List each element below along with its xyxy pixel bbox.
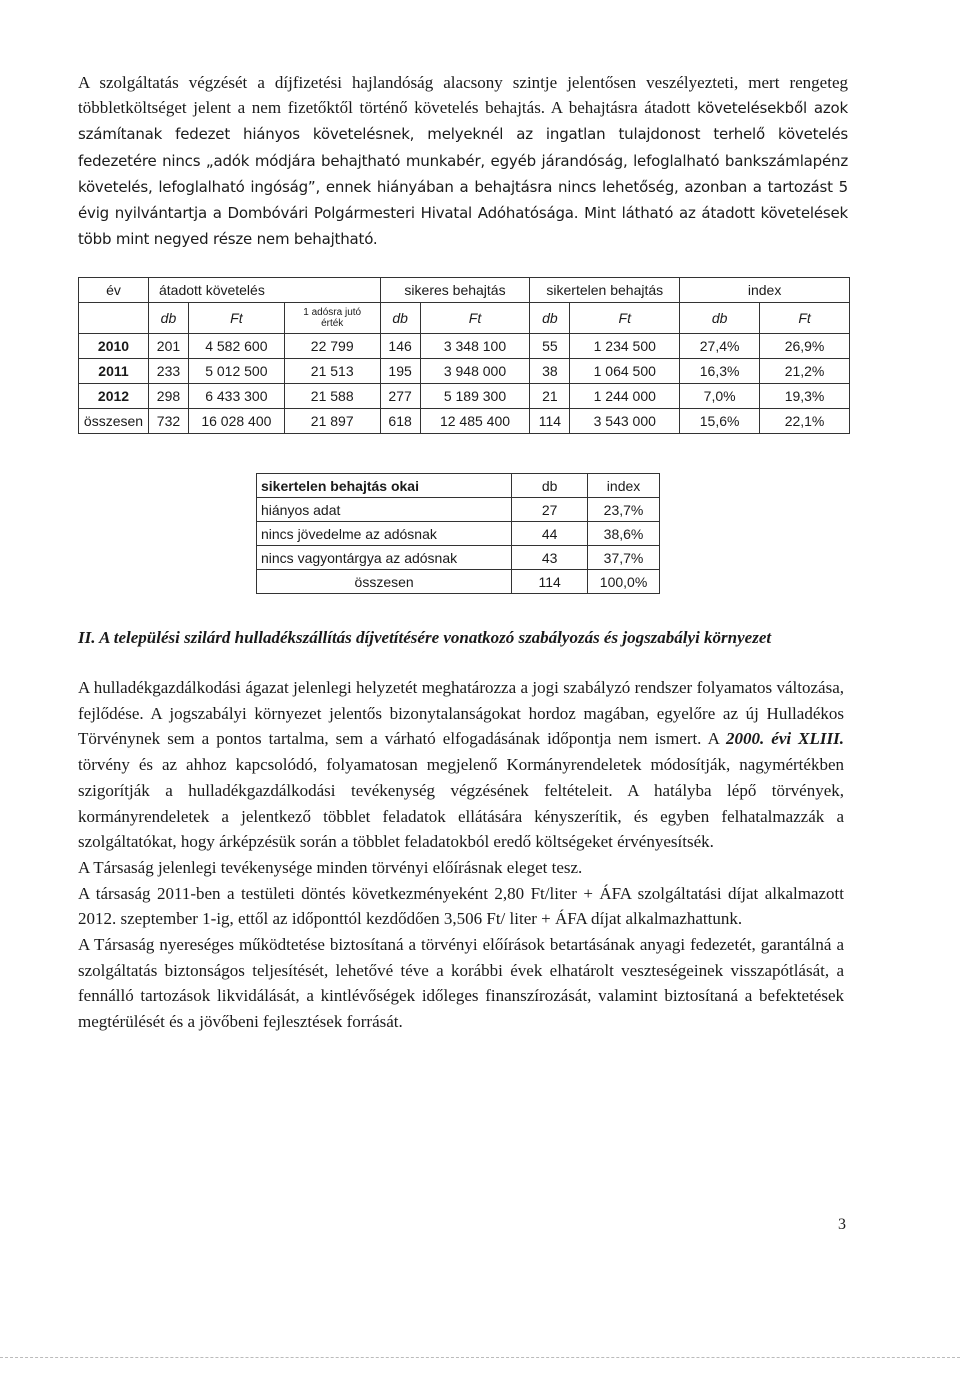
cell-success-ft: 3 948 000	[420, 359, 530, 384]
cell-db: 27	[512, 498, 588, 522]
scan-edge-divider	[0, 1357, 960, 1358]
section-body	[78, 675, 844, 1035]
header-db: db	[512, 474, 588, 498]
cell-index-db: 27,4%	[680, 334, 760, 359]
cell-success-ft: 5 189 300	[420, 384, 530, 409]
header-unsuccessful: sikertelen behajtás	[530, 278, 680, 303]
subheader-db: db	[148, 303, 188, 334]
subheader-success-ft: Ft	[420, 303, 530, 334]
cell-success-ft: 12 485 400	[420, 409, 530, 434]
cell-db: 44	[512, 522, 588, 546]
intro-text-serif: A szolgáltatás végzését a díjfizetési hajlandóság alacsony szintje jelentősen veszélyezteti, mert rengeteg többletköltséget jelent a nem fizetőktől történő követelés behajtás. A behajtásra átadott	[78, 73, 848, 118]
cell-index-db: 7,0%	[680, 384, 760, 409]
table-row	[257, 498, 660, 522]
cell-fail-db: 21	[530, 384, 570, 409]
section-paragraph-2: A Társaság jelenlegi tevékenysége minden törvényi előírásnak eleget tesz.	[78, 857, 583, 877]
header-successful: sikeres behajtás	[380, 278, 530, 303]
section-heading: II. A települési szilárd hulladékszállítás díjvetítésére vonatkozó szabályozás és jogszabályi környezet	[78, 628, 772, 647]
cell-index: 37,7%	[588, 546, 660, 570]
table-row-total	[257, 570, 660, 594]
cell-year: 2010	[79, 334, 149, 359]
table-row	[79, 384, 850, 409]
cell-fail-ft: 1 244 000	[570, 384, 680, 409]
cell-success-db: 146	[380, 334, 420, 359]
cell-year: összesen	[79, 409, 149, 434]
table-row	[79, 359, 850, 384]
cell-fail-db: 114	[530, 409, 570, 434]
table-row	[79, 334, 850, 359]
cell-reason: nincs vagyontárgya az adósnak	[257, 546, 512, 570]
table-row	[257, 546, 660, 570]
cell-index: 23,7%	[588, 498, 660, 522]
subheader-ft: Ft	[188, 303, 284, 334]
p1-part-a: A hulladékgazdálkodási ágazat jelenlegi helyzetét meghatározza a jogi szabályzó rendszer folyamatos változása, fejlődése. A jogszabályi környezet jelentős bizonytalanságokat hordoz magában, egyelőre az új Hulladékos Törvénynek sem a pontos tartalma, sem a várható elfogadásának időpontja nem ismert. A	[78, 678, 844, 749]
cell-per-debtor: 21 588	[284, 384, 380, 409]
per-debtor-line2: érték	[321, 318, 344, 329]
cell-per-debtor: 21 513	[284, 359, 380, 384]
cell-year: 2011	[79, 359, 149, 384]
subheader-index-ft: Ft	[760, 303, 850, 334]
cell-index-db: 16,3%	[680, 359, 760, 384]
cell-index-ft: 19,3%	[760, 384, 850, 409]
cell-ft: 16 028 400	[188, 409, 284, 434]
intro-paragraph	[78, 70, 848, 252]
section-paragraph-4: A Társaság nyereséges működtetése biztosítaná a törvényi előírások betartásának anyagi fedezetét, garantálná a szolgáltatás biztonságos teljesítését, lehetővé téve a korábbi évek elhatárolt veszteségeinek visszapótlását, a fennálló tartozások likvidálását, a kintlévőségek időleges finanszírozását, valamint biztosítaná a befektetések megtérülését és a jövőbeni fejlesztések forrását.	[78, 935, 844, 1032]
debt-collection-table	[78, 277, 850, 434]
subheader-per-debtor	[284, 303, 380, 334]
cell-success-db: 195	[380, 359, 420, 384]
cell-fail-ft: 3 543 000	[570, 409, 680, 434]
cell-index-ft: 21,2%	[760, 359, 850, 384]
per-debtor-line1: 1 adósra jutó	[303, 307, 362, 318]
page-number: 3	[838, 1216, 846, 1233]
cell-index-db: 15,6%	[680, 409, 760, 434]
subheader-fail-db: db	[530, 303, 570, 334]
header-year: év	[79, 278, 149, 303]
cell-index: 38,6%	[588, 522, 660, 546]
table-row-total	[79, 409, 850, 434]
header-reasons: sikertelen behajtás okai	[257, 474, 512, 498]
cell-total-db: 114	[512, 570, 588, 594]
table-row	[257, 522, 660, 546]
cell-ft: 5 012 500	[188, 359, 284, 384]
cell-per-debtor: 21 897	[284, 409, 380, 434]
cell-index-ft: 22,1%	[760, 409, 850, 434]
cell-db: 298	[148, 384, 188, 409]
cell-ft: 6 433 300	[188, 384, 284, 409]
cell-reason: nincs jövedelme az adósnak	[257, 522, 512, 546]
cell-total-index: 100,0%	[588, 570, 660, 594]
failure-reasons-table	[256, 473, 660, 594]
cell-fail-db: 55	[530, 334, 570, 359]
subheader-success-db: db	[380, 303, 420, 334]
cell-db: 732	[148, 409, 188, 434]
cell-success-ft: 3 348 100	[420, 334, 530, 359]
section-paragraph-3: A társaság 2011-ben a testületi döntés következményeként 2,80 Ft/liter + ÁFA szolgáltatási díjat alkalmazott 2012. szeptember 1-ig, ettől az időponttól kezdődően 3,506 Ft/ liter + ÁFA díjat alkalmazhattunk.	[78, 883, 844, 929]
cell-ft: 4 582 600	[188, 334, 284, 359]
section-paragraph-1	[78, 675, 844, 855]
subheader-empty	[79, 303, 149, 334]
cell-index-ft: 26,9%	[760, 334, 850, 359]
cell-db: 233	[148, 359, 188, 384]
p1-part-b: törvény és az ahhoz kapcsolódó, folyamatosan megjelenő Kormányrendeletek módosítják, nagymértékben szigorítják a hulladékgazdálkodási tevékenység végzésének feltételeit. A hatályba lépő törvények, kormányrendeletek a jelentkező többlet feladatok ellátására kényszerítik, és egyben felhatalmazzák a szolgáltatókat, hogy árképzésük során a többlet feladatokból eredő költségeket érvényesítsék.	[78, 755, 844, 852]
cell-fail-ft: 1 234 500	[570, 334, 680, 359]
cell-fail-db: 38	[530, 359, 570, 384]
cell-reason: hiányos adat	[257, 498, 512, 522]
cell-db: 201	[148, 334, 188, 359]
cell-year: 2012	[79, 384, 149, 409]
header-index: index	[680, 278, 850, 303]
cell-db: 43	[512, 546, 588, 570]
header-index: index	[588, 474, 660, 498]
cell-success-db: 618	[380, 409, 420, 434]
cell-fail-ft: 1 064 500	[570, 359, 680, 384]
cell-success-db: 277	[380, 384, 420, 409]
header-transferred: átadott követelés	[148, 278, 380, 303]
subheader-fail-ft: Ft	[570, 303, 680, 334]
law-reference: 2000. évi XLIII.	[725, 729, 845, 749]
intro-text-sans: követelésekből azok számítanak fedezet hiányos követelésnek, melyeknél az ingatlan tulajdonost terhelő követelés fedezetére nincs „adók módjára behajtható munkabér, egyéb járandóság, lefoglalható bankszámlapénz követelés, lefoglalható ingóság”, ennek hiányában a behajtásra nincs lehetőség, azonban a tartozást 5 évig nyilvántartja a Dombóvári Polgármesteri Hivatal Adóhatósága. Mint látható az átadott követelések több mint negyed része nem behajtható.	[78, 99, 848, 249]
subheader-index-db: db	[680, 303, 760, 334]
cell-per-debtor: 22 799	[284, 334, 380, 359]
cell-total-label: összesen	[257, 570, 512, 594]
